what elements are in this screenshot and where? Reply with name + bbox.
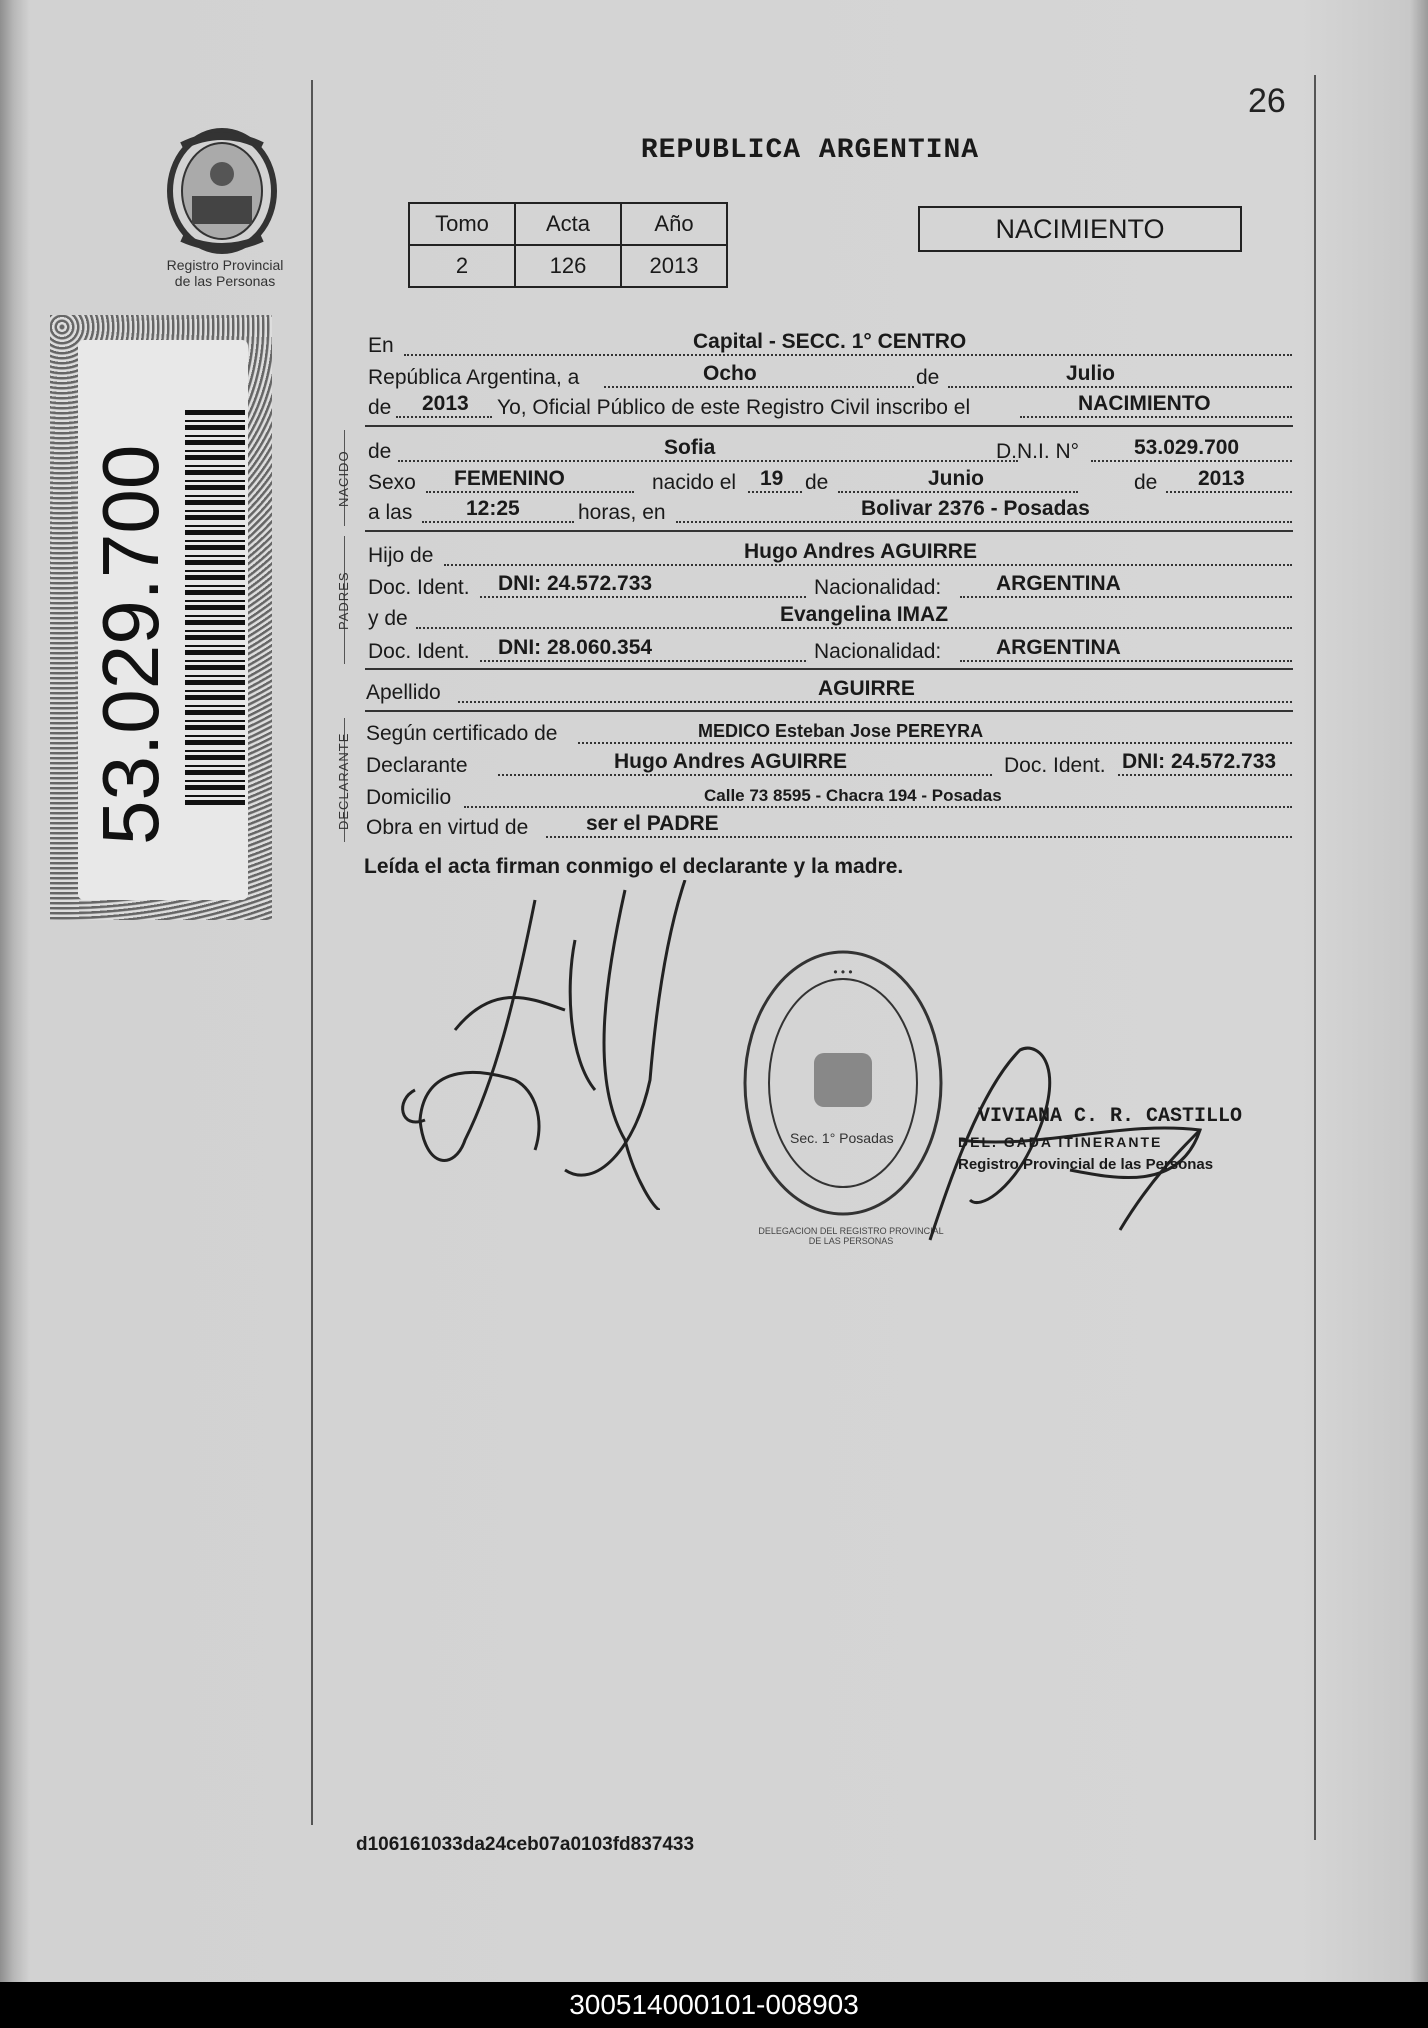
value-tomo: 2 bbox=[409, 245, 515, 287]
separator-3 bbox=[365, 668, 1293, 670]
row-obra bbox=[368, 812, 1292, 842]
label-de-anio: de bbox=[368, 396, 392, 419]
page-number: 26 bbox=[1248, 82, 1286, 120]
label-de-nombre: de bbox=[368, 440, 392, 463]
value-anio-nac: 2013 bbox=[1198, 467, 1245, 490]
value-dia-letras: Ocho bbox=[703, 362, 757, 385]
row-certificado bbox=[368, 718, 1292, 748]
value-acta: 126 bbox=[515, 245, 621, 287]
row-fecha bbox=[368, 362, 1292, 392]
value-anio: 2013 bbox=[621, 245, 727, 287]
registry-caption-line1: Registro Provincial bbox=[166, 257, 284, 273]
row-padre-doc bbox=[368, 572, 1292, 602]
section-nacido: NACIDO bbox=[336, 450, 351, 508]
value-padre-nac: ARGENTINA bbox=[996, 572, 1121, 595]
footer-code: 300514000101-008903 bbox=[0, 1982, 1428, 2028]
stamp-ring-text: DELEGACION DEL REGISTRO PROVINCIAL DE LAS PERSONAS bbox=[758, 1226, 944, 1246]
label-en: En bbox=[368, 334, 394, 357]
value-madre: Evangelina IMAZ bbox=[780, 603, 949, 626]
closing-statement: Leída el acta firman conmigo el declarante y la madre. bbox=[364, 855, 904, 878]
value-dia-nac: 19 bbox=[760, 467, 784, 490]
section-padres: PADRES bbox=[336, 571, 351, 631]
header-tomo: Tomo bbox=[409, 203, 515, 245]
value-mes-nac: Junio bbox=[928, 467, 984, 490]
value-declarante: Hugo Andres AGUIRRE bbox=[614, 750, 847, 773]
value-apellido: AGUIRRE bbox=[818, 677, 915, 700]
official-stamp bbox=[742, 948, 944, 1218]
value-madre-nac: ARGENTINA bbox=[996, 636, 1121, 659]
label-doc-ident-madre: Doc. Ident. bbox=[368, 640, 470, 663]
official-name: VIVIANA C. R. CASTILLO bbox=[978, 1105, 1243, 1128]
separator-4 bbox=[365, 710, 1293, 712]
row-oficial bbox=[368, 392, 1292, 422]
header-anio: Año bbox=[621, 203, 727, 245]
row-madre bbox=[368, 603, 1292, 633]
label-declarante: Declarante bbox=[366, 754, 468, 777]
value-domicilio: Calle 73 8595 - Chacra 194 - Posadas bbox=[704, 786, 1002, 805]
section-declarante: DECLARANTE bbox=[336, 732, 351, 830]
label-nacionalidad-madre: Nacionalidad: bbox=[814, 640, 942, 663]
label-nacido-el: nacido el bbox=[652, 471, 737, 494]
value-nombre: Sofia bbox=[664, 436, 716, 459]
document-hash: d106161033da24ceb07a0103fd837433 bbox=[356, 1834, 695, 1855]
stamp-inner-text: Sec. 1° Posadas bbox=[790, 1130, 894, 1146]
row-sexo bbox=[368, 467, 1292, 497]
registry-table bbox=[408, 202, 728, 288]
value-lugar: Capital - SECC. 1° CENTRO bbox=[693, 330, 967, 353]
row-lugar bbox=[368, 330, 1292, 360]
row-domicilio bbox=[368, 782, 1292, 812]
label-hijo-de: Hijo de bbox=[368, 544, 434, 567]
row-padre bbox=[368, 540, 1292, 570]
label-de-anio-nac: de bbox=[1134, 471, 1158, 494]
value-madre-dni: DNI: 28.060.354 bbox=[498, 636, 653, 659]
value-certificado: MEDICO Esteban Jose PEREYRA bbox=[698, 721, 984, 741]
label-horas-en: horas, en bbox=[578, 501, 666, 524]
row-declarante bbox=[368, 750, 1292, 780]
svg-text:• • •: • • • bbox=[833, 965, 853, 979]
barcode-bars bbox=[185, 410, 245, 805]
value-padre-dni: DNI: 24.572.733 bbox=[498, 572, 653, 595]
right-margin-line bbox=[1314, 75, 1316, 1840]
separator-2 bbox=[365, 530, 1293, 532]
label-y-de: y de bbox=[368, 607, 408, 630]
label-de-mes-nac: de bbox=[805, 471, 829, 494]
barcode-number: 53.029.700 bbox=[86, 444, 175, 845]
row-apellido bbox=[368, 677, 1292, 707]
label-domicilio: Domicilio bbox=[366, 786, 452, 809]
label-apellido: Apellido bbox=[366, 681, 441, 704]
declarant-signature bbox=[395, 880, 715, 1210]
province-seal-icon bbox=[162, 126, 282, 256]
label-de-mes: de bbox=[916, 366, 940, 389]
label-doc-ident-padre: Doc. Ident. bbox=[368, 576, 470, 599]
registry-caption-line2: de las Personas bbox=[174, 273, 276, 289]
document-title: REPUBLICA ARGENTINA bbox=[640, 135, 980, 166]
label-obra: Obra en virtud de bbox=[366, 816, 529, 839]
separator-1 bbox=[365, 425, 1293, 427]
label-sexo: Sexo bbox=[368, 471, 416, 494]
value-lugar-nac: Bolivar 2376 - Posadas bbox=[861, 497, 1090, 520]
value-tipo: NACIMIENTO bbox=[1078, 392, 1211, 415]
value-padre: Hugo Andres AGUIRRE bbox=[744, 540, 977, 563]
left-margin-line bbox=[311, 80, 313, 1825]
value-anio: 2013 bbox=[422, 392, 469, 415]
row-nombre bbox=[368, 436, 1292, 466]
label-segun: Según certificado de bbox=[366, 722, 558, 745]
row-hora bbox=[368, 497, 1292, 527]
registry-caption bbox=[150, 257, 300, 289]
value-declarante-dni: DNI: 24.572.733 bbox=[1122, 750, 1277, 773]
label-dni: D.N.I. N° bbox=[996, 440, 1080, 463]
label-nacionalidad-padre: Nacionalidad: bbox=[814, 576, 942, 599]
value-mes: Julio bbox=[1066, 362, 1116, 385]
label-a-las: a las bbox=[368, 501, 413, 524]
value-hora: 12:25 bbox=[466, 497, 520, 520]
row-madre-doc bbox=[368, 636, 1292, 666]
value-dni: 53.029.700 bbox=[1134, 436, 1240, 459]
act-type-box: NACIMIENTO bbox=[918, 206, 1242, 252]
label-oficial: Yo, Oficial Público de este Registro Civil inscribo el bbox=[497, 396, 971, 419]
value-sexo: FEMENINO bbox=[454, 467, 565, 490]
value-obra: ser el PADRE bbox=[586, 812, 719, 835]
official-role: DEL. GADA ITINERANTE bbox=[958, 1134, 1163, 1150]
label-republica: República Argentina, a bbox=[368, 366, 580, 389]
label-doc-ident-declarante: Doc. Ident. bbox=[1004, 754, 1106, 777]
header-acta: Acta bbox=[515, 203, 621, 245]
official-office: Registro Provincial de las Personas bbox=[958, 1156, 1214, 1173]
